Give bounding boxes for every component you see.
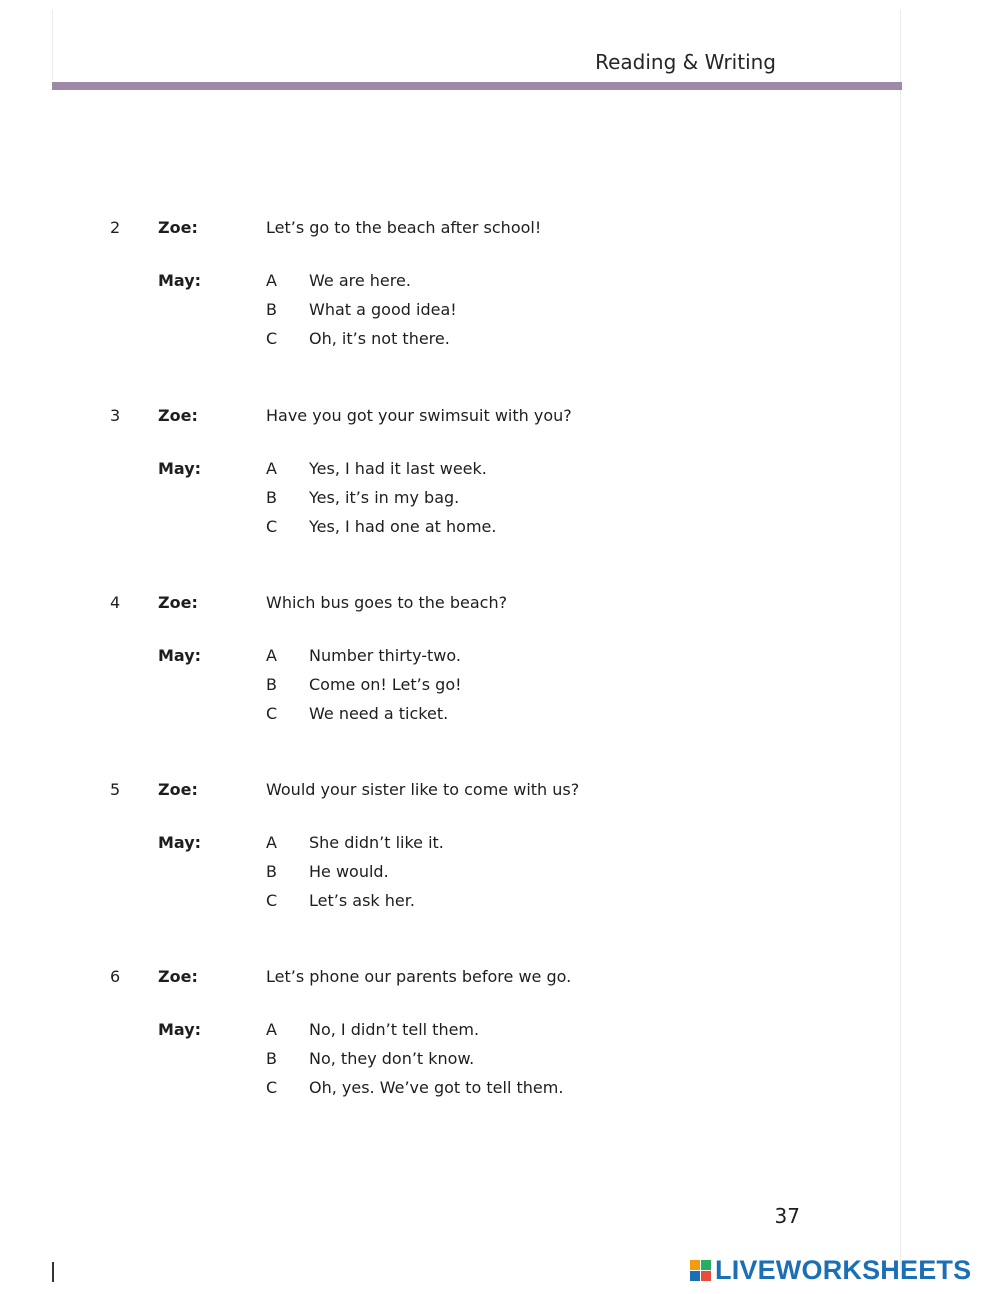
question-number: 3 <box>110 406 121 425</box>
option-letter-c: C <box>266 517 278 536</box>
option-c[interactable]: We need a ticket. <box>309 704 449 723</box>
speaker-may: May: <box>158 271 202 290</box>
option-b[interactable]: Yes, it’s in my bag. <box>309 488 460 507</box>
speaker-may: May: <box>158 833 202 852</box>
option-a[interactable]: She didn’t like it. <box>309 833 444 852</box>
speaker-zoe: Zoe: <box>158 967 198 986</box>
zoe-prompt: Let’s phone our parents before we go. <box>266 967 572 986</box>
option-a[interactable]: Yes, I had it last week. <box>309 459 487 478</box>
speaker-zoe: Zoe: <box>158 780 198 799</box>
option-letter-c: C <box>266 1078 278 1097</box>
question-number: 5 <box>110 780 121 799</box>
option-c[interactable]: Yes, I had one at home. <box>309 517 497 536</box>
option-letter-b: B <box>266 862 277 881</box>
option-c[interactable]: Oh, yes. We’ve got to tell them. <box>309 1078 564 1097</box>
option-letter-a: A <box>266 646 277 665</box>
speaker-may: May: <box>158 1020 202 1039</box>
option-letter-c: C <box>266 891 278 910</box>
option-letter-b: B <box>266 675 277 694</box>
option-b[interactable]: No, they don’t know. <box>309 1049 475 1068</box>
option-c[interactable]: Oh, it’s not there. <box>309 329 450 348</box>
zoe-prompt: Let’s go to the beach after school! <box>266 218 542 237</box>
option-b[interactable]: Come on! Let’s go! <box>309 675 462 694</box>
page-edge-left <box>52 10 53 80</box>
option-letter-a: A <box>266 1020 277 1039</box>
option-letter-a: A <box>266 459 277 478</box>
option-letter-b: B <box>266 300 277 319</box>
option-letter-c: C <box>266 704 278 723</box>
question-number: 4 <box>110 593 121 612</box>
option-letter-a: A <box>266 833 277 852</box>
option-letter-b: B <box>266 488 277 507</box>
option-letter-c: C <box>266 329 278 348</box>
page-edge-right <box>900 10 901 1270</box>
question-number: 2 <box>110 218 121 237</box>
option-c[interactable]: Let’s ask her. <box>309 891 415 910</box>
liveworksheets-brand[interactable] <box>690 1255 971 1285</box>
option-b[interactable]: He would. <box>309 862 389 881</box>
speaker-may: May: <box>158 646 202 665</box>
zoe-prompt: Would your sister like to come with us? <box>266 780 580 799</box>
zoe-prompt: Which bus goes to the beach? <box>266 593 508 612</box>
speaker-zoe: Zoe: <box>158 218 198 237</box>
speaker-may: May: <box>158 459 202 478</box>
option-letter-a: A <box>266 271 277 290</box>
question-number: 6 <box>110 967 121 986</box>
liveworksheets-logo-icon <box>690 1260 711 1281</box>
option-b[interactable]: What a good idea! <box>309 300 457 319</box>
header-bar <box>52 82 902 90</box>
option-a[interactable]: No, I didn’t tell them. <box>309 1020 480 1039</box>
speaker-zoe: Zoe: <box>158 593 198 612</box>
speaker-zoe: Zoe: <box>158 406 198 425</box>
brand-name: LIVEWORKSHEETS <box>715 1254 972 1285</box>
zoe-prompt: Have you got your swimsuit with you? <box>266 406 572 425</box>
option-a[interactable]: Number thirty-two. <box>309 646 461 665</box>
option-a[interactable]: We are here. <box>309 271 411 290</box>
page-number: 37 <box>774 1204 800 1228</box>
text-cursor-mark <box>52 1262 54 1282</box>
option-letter-b: B <box>266 1049 277 1068</box>
section-title: Reading & Writing <box>595 50 776 74</box>
